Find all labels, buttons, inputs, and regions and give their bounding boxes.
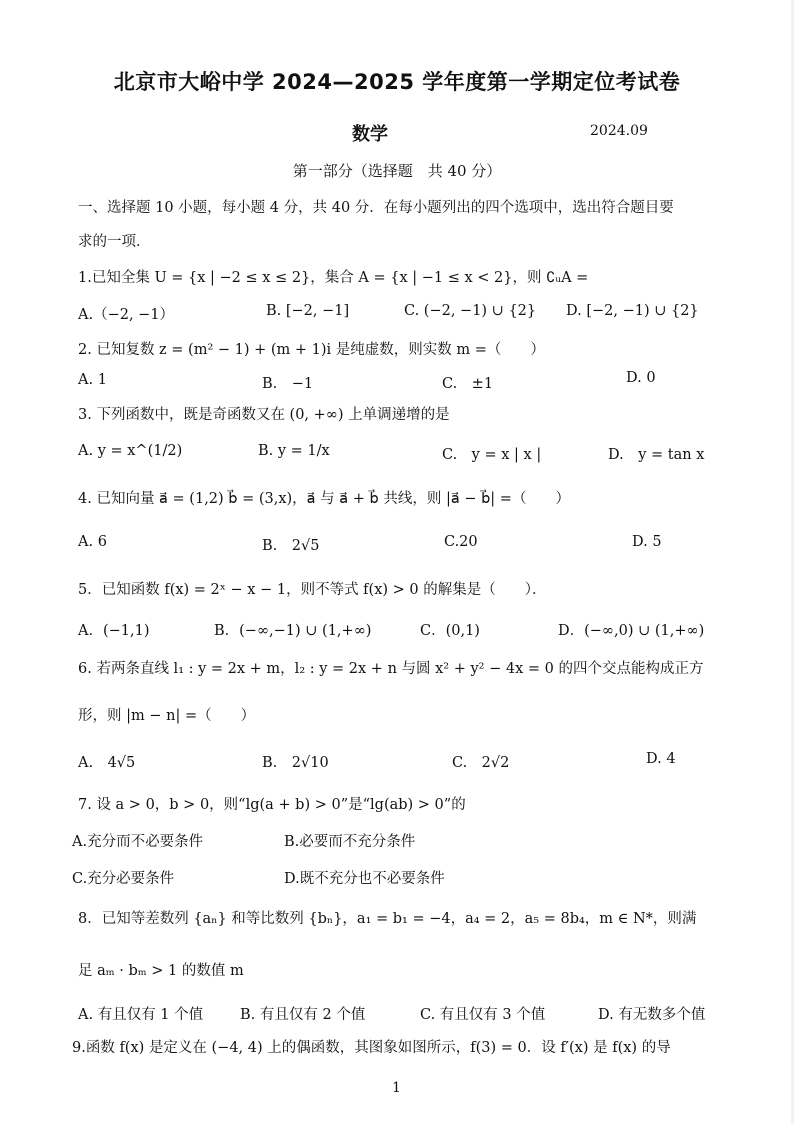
answer-option: A．(−1,1) <box>78 623 150 639</box>
answer-option: A. 6 <box>78 534 107 550</box>
answer-option: C.充分必要条件 <box>72 871 175 887</box>
page-number: 1 <box>392 1080 401 1096</box>
answer-option: C. 2√2 <box>452 755 510 771</box>
question-stem: 9.函数 f(x) 是定义在 (−4, 4) 上的偶函数，其图象如图所示，f(3) = 0．设 f′(x) 是 f(x) 的导 <box>72 1040 671 1056</box>
answer-option: B. 2√5 <box>262 538 320 554</box>
answer-option: D. [−2, −1) ∪ {2} <box>566 303 699 319</box>
answer-option: A.充分而不必要条件 <box>72 834 204 850</box>
question-stem: 2. 已知复数 z = (m² − 1) + (m + 1)i 是纯虚数，则实数 m =（ ） <box>78 342 545 358</box>
instructions-line: 一、选择题 10 小题，每小题 4 分，共 40 分．在每小题列出的四个选项中，选出符合题目要 <box>78 200 674 216</box>
answer-option: B.必要而不充分条件 <box>284 834 416 850</box>
answer-option: C. 有且仅有 3 个值 <box>420 1007 546 1023</box>
question-stem: 7. 设 a > 0，b > 0，则“lg(a + b) > 0”是“lg(ab) > 0”的 <box>78 797 466 813</box>
question-stem-continued: 足 aₘ · bₘ > 1 的数值 m <box>78 963 244 979</box>
question-stem: 6. 若两条直线 l₁ : y = 2x + m，l₂ : y = 2x + n 与圆 x² + y² − 4x = 0 的四个交点能构成正方 <box>78 661 704 677</box>
answer-option: B. 2√10 <box>262 755 329 771</box>
exam-title: 北京市大峪中学 2024—2025 学年度第一学期定位考试卷 <box>113 70 681 94</box>
answer-option: B．(−∞,−1) ∪ (1,+∞) <box>214 623 372 639</box>
question-stem: 8．已知等差数列 {aₙ} 和等比数列 {bₙ}，a₁ = b₁ = −4，a₄ = 2，a₅ = 8b₄，m ∈ N*，则满 <box>78 911 697 927</box>
part-heading: 第一部分（选择题 共 40 分） <box>292 162 502 180</box>
answer-option: C. ±1 <box>442 376 494 392</box>
answer-option: B. 有且仅有 2 个值 <box>240 1007 366 1023</box>
answer-option: C. y = x | x | <box>442 447 542 463</box>
question-stem: 1.已知全集 U = {x | −2 ≤ x ≤ 2}，集合 A = {x | −1 ≤ x < 2}，则 ∁ᵤA = <box>78 270 589 286</box>
answer-option: D.既不充分也不必要条件 <box>284 871 445 887</box>
instructions-line: 求的一项． <box>78 234 151 250</box>
answer-option: B. [−2, −1] <box>266 303 350 319</box>
answer-option: D．(−∞,0) ∪ (1,+∞) <box>558 623 705 639</box>
answer-option: A.（−2, −1） <box>78 307 175 323</box>
exam-date: 2024.09 <box>590 123 648 139</box>
answer-option: B. −1 <box>262 376 314 392</box>
answer-option: D. 4 <box>646 751 676 767</box>
answer-option: D. 0 <box>626 370 656 386</box>
answer-option: D. y = tan x <box>608 447 705 463</box>
answer-option: A. 4√5 <box>78 755 136 771</box>
question-stem: 3. 下列函数中，既是奇函数又在 (0, +∞) 上单调递增的是 <box>78 407 450 423</box>
answer-option: C.20 <box>444 534 478 550</box>
answer-option: A. 有且仅有 1 个值 <box>78 1007 204 1023</box>
question-stem-continued: 形，则 |m − n| =（ ） <box>78 708 256 724</box>
answer-option: C. (−2, −1) ∪ {2} <box>404 303 537 319</box>
answer-option: C．(0,1) <box>420 623 480 639</box>
subject-label: 数学 <box>352 124 388 145</box>
answer-option: A. 1 <box>78 372 107 388</box>
question-stem: 4. 已知向量 a⃗ = (1,2) b⃗ = (3,x)，a⃗ 与 a⃗ + b⃗ 共线，则 |a⃗ − b⃗| =（ ） <box>78 491 570 507</box>
answer-option: B. y = 1/x <box>258 443 330 459</box>
answer-option: A. y = x^(1/2) <box>78 443 183 459</box>
answer-option: D. 5 <box>632 534 662 550</box>
answer-option: D. 有无数多个值 <box>598 1007 706 1023</box>
question-stem: 5．已知函数 f(x) = 2ˣ − x − 1，则不等式 f(x) > 0 的解集是（ ）． <box>78 582 547 598</box>
